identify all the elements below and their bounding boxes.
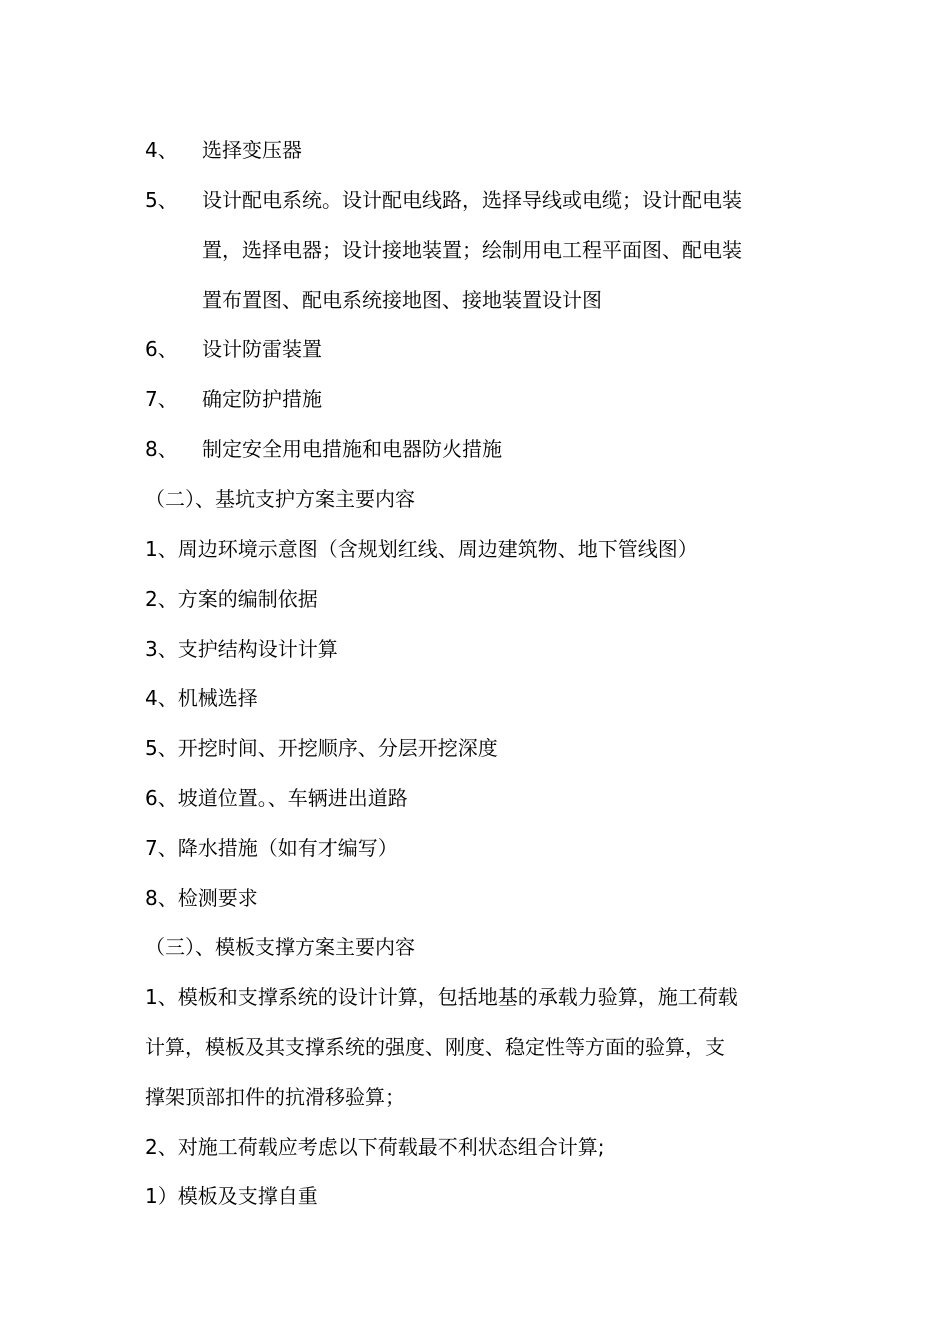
paragraph-line: 1、模板和支撑系统的设计计算，包括地基的承载力验算，施工荷载	[145, 985, 738, 1009]
paragraph-line: 1）模板及支撑自重	[145, 1184, 318, 1208]
section-heading: （三）、模板支撑方案主要内容	[145, 935, 415, 959]
list-item: 3、支护结构设计计算	[145, 637, 338, 661]
list-item: 2、方案的编制依据	[145, 587, 318, 611]
item-text: 设计防雷装置	[202, 337, 322, 361]
list-item: 4、机械选择	[145, 686, 258, 710]
item-text: 确定防护措施	[202, 387, 322, 411]
item-text: 选择变压器	[202, 138, 302, 162]
paragraph-line: 2、对施工荷载应考虑以下荷载最不利状态组合计算;	[145, 1135, 605, 1159]
list-item: 6、坡道位置。、车辆进出道路	[145, 786, 408, 810]
item-number: 4、	[145, 138, 178, 162]
section-heading: （二）、基坑支护方案主要内容	[145, 487, 415, 511]
item-text: 制定安全用电措施和电器防火措施	[202, 437, 502, 461]
paragraph-line: 计算，模板及其支撑系统的强度、刚度、稳定性等方面的验算，支	[145, 1035, 725, 1059]
list-item: 8、检测要求	[145, 886, 258, 910]
item-text: 设计配电系统。设计配电线路，选择导线或电缆；设计配电装	[202, 188, 742, 212]
item-number: 6、	[145, 337, 178, 361]
list-item: 1、周边环境示意图（含规划红线、周边建筑物、地下管线图）	[145, 537, 698, 561]
list-item: 5、开挖时间、开挖顺序、分层开挖深度	[145, 736, 498, 760]
item-number: 7、	[145, 387, 178, 411]
paragraph-line: 撑架顶部扣件的抗滑移验算；	[145, 1085, 405, 1109]
list-item: 7、降水措施（如有才编写）	[145, 836, 398, 860]
item-number: 5、	[145, 188, 178, 212]
item-text: 置布置图、配电系统接地图、接地装置设计图	[202, 288, 602, 312]
item-number: 8、	[145, 437, 178, 461]
item-text: 置，选择电器；设计接地装置；绘制用电工程平面图、配电装	[202, 238, 742, 262]
